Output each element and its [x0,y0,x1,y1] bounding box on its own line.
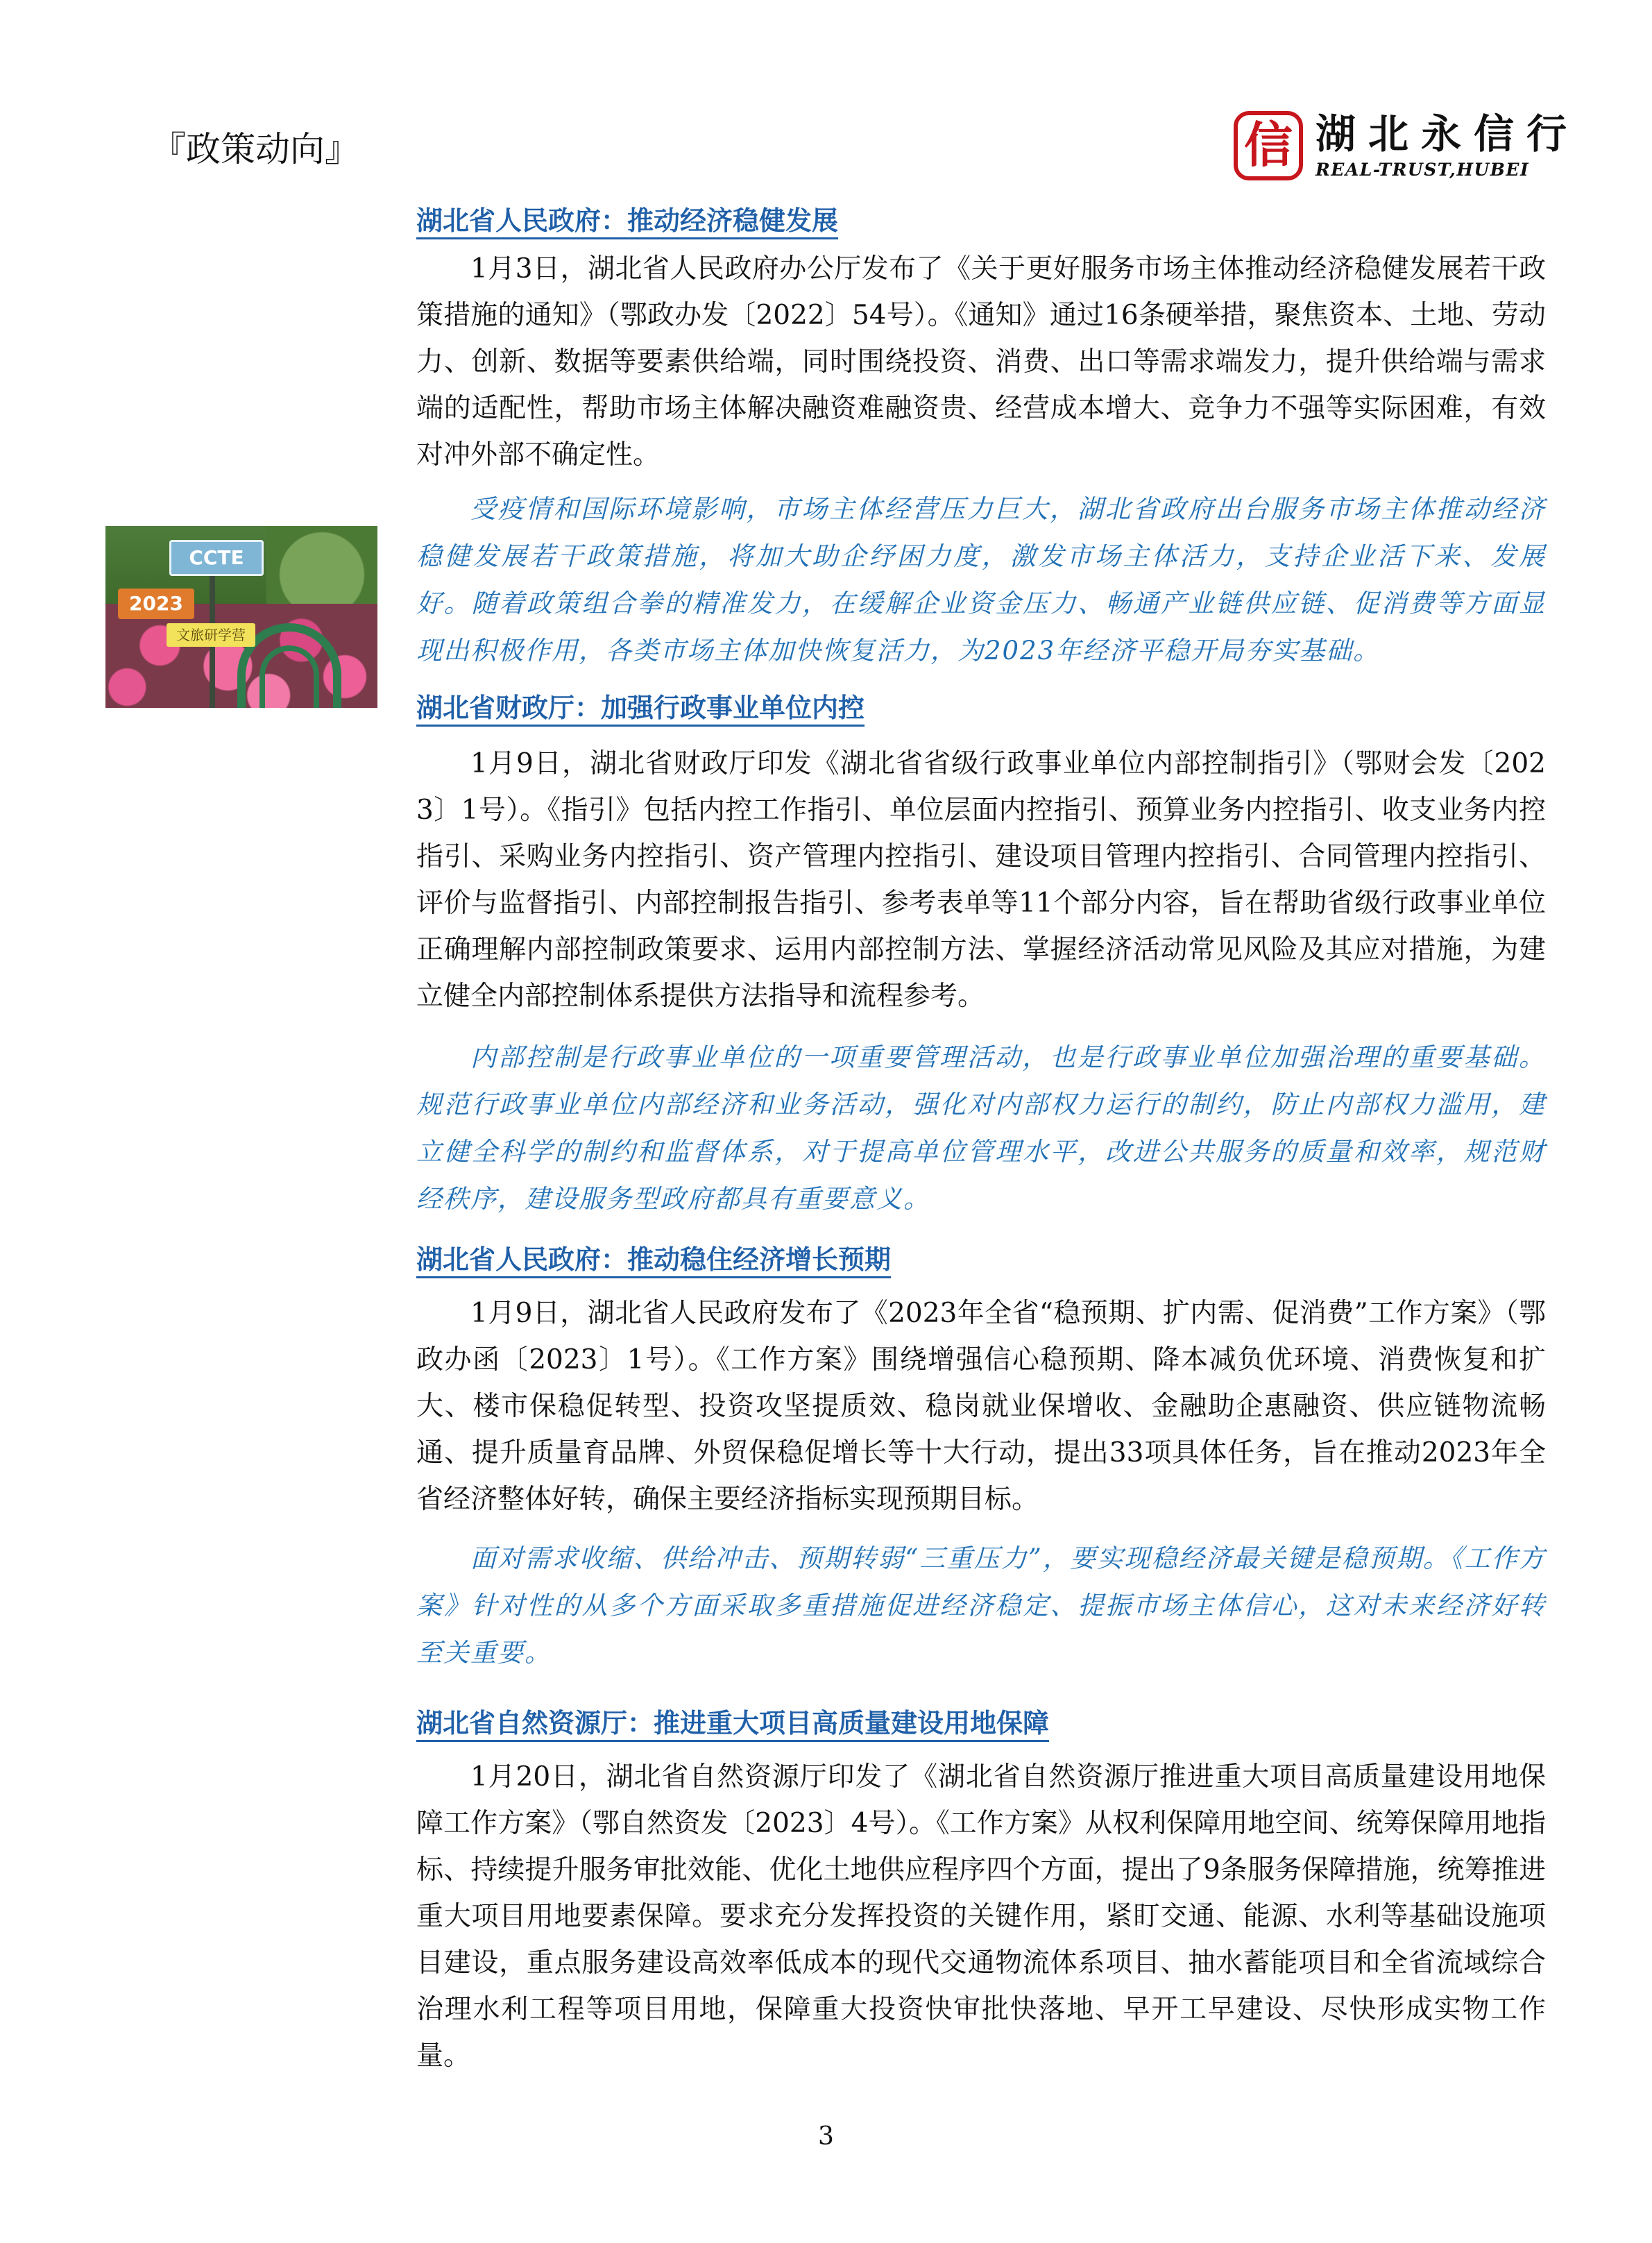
photo-arch-inner [259,645,319,708]
company-logo [1234,111,1581,183]
article-body: 1月9日，湖北省财政厅印发《湖北省省级行政事业单位内部控制指引》（鄂财会发〔2023〕1号）。《指引》包括内控工作指引、单位层面内控指引、预算业务内控指引、收支业务内控指引、采购业务内控指引、资产管理内控指引、建设项目管理内控指引、合同管理内控指引、评价与监督指引、内部控制报告指引、参考表单等11个部分内容，旨在帮助省级行政事业单位正确理解内部控制政策要求、运用内部控制方法、掌握经济活动常见风险及其应对措施，为建立健全内部控制体系提供方法指导和流程参考。 [416,748,1546,1012]
article-comment: 受疫情和国际环境影响，市场主体经营压力巨大，湖北省政府出台服务市场主体推动经济稳健发展若干政策措施，将加大助企纾困力度，激发市场主体活力，支持企业活下来、发展好。随着政策组合拳的精准发力，在缓解企业资金压力、畅通产业链供应链、促消费等方面显现出积极作用，各类市场主体加快恢复活力，为2023年经济平稳开局夯实基础。 [416,494,1546,666]
photo-sign-small: 文旅研学营 [167,623,255,647]
article-heading-text: 湖北省财政厅：加强行政事业单位内控 [416,693,865,727]
logo-name-en: REAL-TRUST,HUBEI [1315,160,1530,180]
article-heading [416,1706,1049,1741]
article-comment: 面对需求收缩、供给冲击、预期转弱“三重压力”，要实现稳经济最关键是稳预期。《工作方案》针对性的从多个方面采取多重措施促进经济稳定、提振市场主体信心，这对未来经济好转至关重要。 [416,1543,1546,1668]
section-label: 『政策动向』 [151,129,359,169]
logo-name-cn: 湖北永信行 [1315,110,1580,158]
page-number: 3 [818,2122,834,2151]
article-heading-text: 湖北省自然资源厅：推进重大项目高质量建设用地保障 [416,1708,1049,1742]
article-heading [416,203,838,238]
article-heading-text: 湖北省人民政府：推动经济稳健发展 [416,205,838,239]
article-body: 1月9日，湖北省人民政府发布了《2023年全省“稳预期、扩内需、促消费”工作方案》（鄂政办函〔2023〕1号）。《工作方案》围绕增强信心稳预期、降本减负优环境、消费恢复和扩大、楼市保稳促转型、投资攻坚提质效、稳岗就业保增收、金融助企惠融资、供应链物流畅通、提升质量育品牌、外贸保稳促增长等十大行动，提出33项具体任务，旨在推动2023年全省经济整体好转，确保主要经济指标实现预期目标。 [416,1298,1546,1515]
photo-sign-year: 2023 [118,589,194,619]
article-comment: 内部控制是行政事业单位的一项重要管理活动，也是行政事业单位加强治理的重要基础。规范行政事业单位内部经济和业务活动，强化对内部权力运行的制约，防止内部权力滥用，建立健全科学的制约和监督体系，对于提高单位管理水平，改进公共服务的质量和效率，规范财经秩序，建设服务型政府都具有重要意义。 [416,1042,1546,1214]
article-body: 1月3日，湖北省人民政府办公厅发布了《关于更好服务市场主体推动经济稳健发展若干政策措施的通知》（鄂政办发〔2022〕54号）。《通知》通过16条硬举措，聚焦资本、土地、劳动力、创新、数据等要素供给端，同时围绕投资、消费、出口等需求端发力，提升供给端与需求端的适配性，帮助市场主体解决融资难融资贵、经营成本增大、竞争力不强等实际困难，有效对冲外部不确定性。 [416,253,1546,471]
garden-photo [105,526,377,708]
article-body: 1月20日，湖北省自然资源厅印发了《湖北省自然资源厅推进重大项目高质量建设用地保障工作方案》（鄂自然资发〔2023〕4号）。《工作方案》从权利保障用地空间、统筹保障用地指标、持续提升服务审批效能、优化土地供应程序四个方面，提出了9条服务保障措施，统筹推进重大项目用地要素保障。要求充分发挥投资的关键作用，紧盯交通、能源、水利等基础设施项目建设，重点服务建设高效率低成本的现代交通物流体系项目、抽水蓄能项目和全省流域综合治理水利工程等项目用地，保障重大投资快审批快落地、早开工早建设、尽快形成实物工作量。 [416,1761,1546,2072]
article-heading-text: 湖北省人民政府：推动稳住经济增长预期 [416,1244,891,1278]
article-heading [416,691,865,725]
photo-sign-ccte: CCTE [169,540,264,576]
article-heading [416,1242,891,1277]
seal-icon: 信 [1234,111,1303,180]
